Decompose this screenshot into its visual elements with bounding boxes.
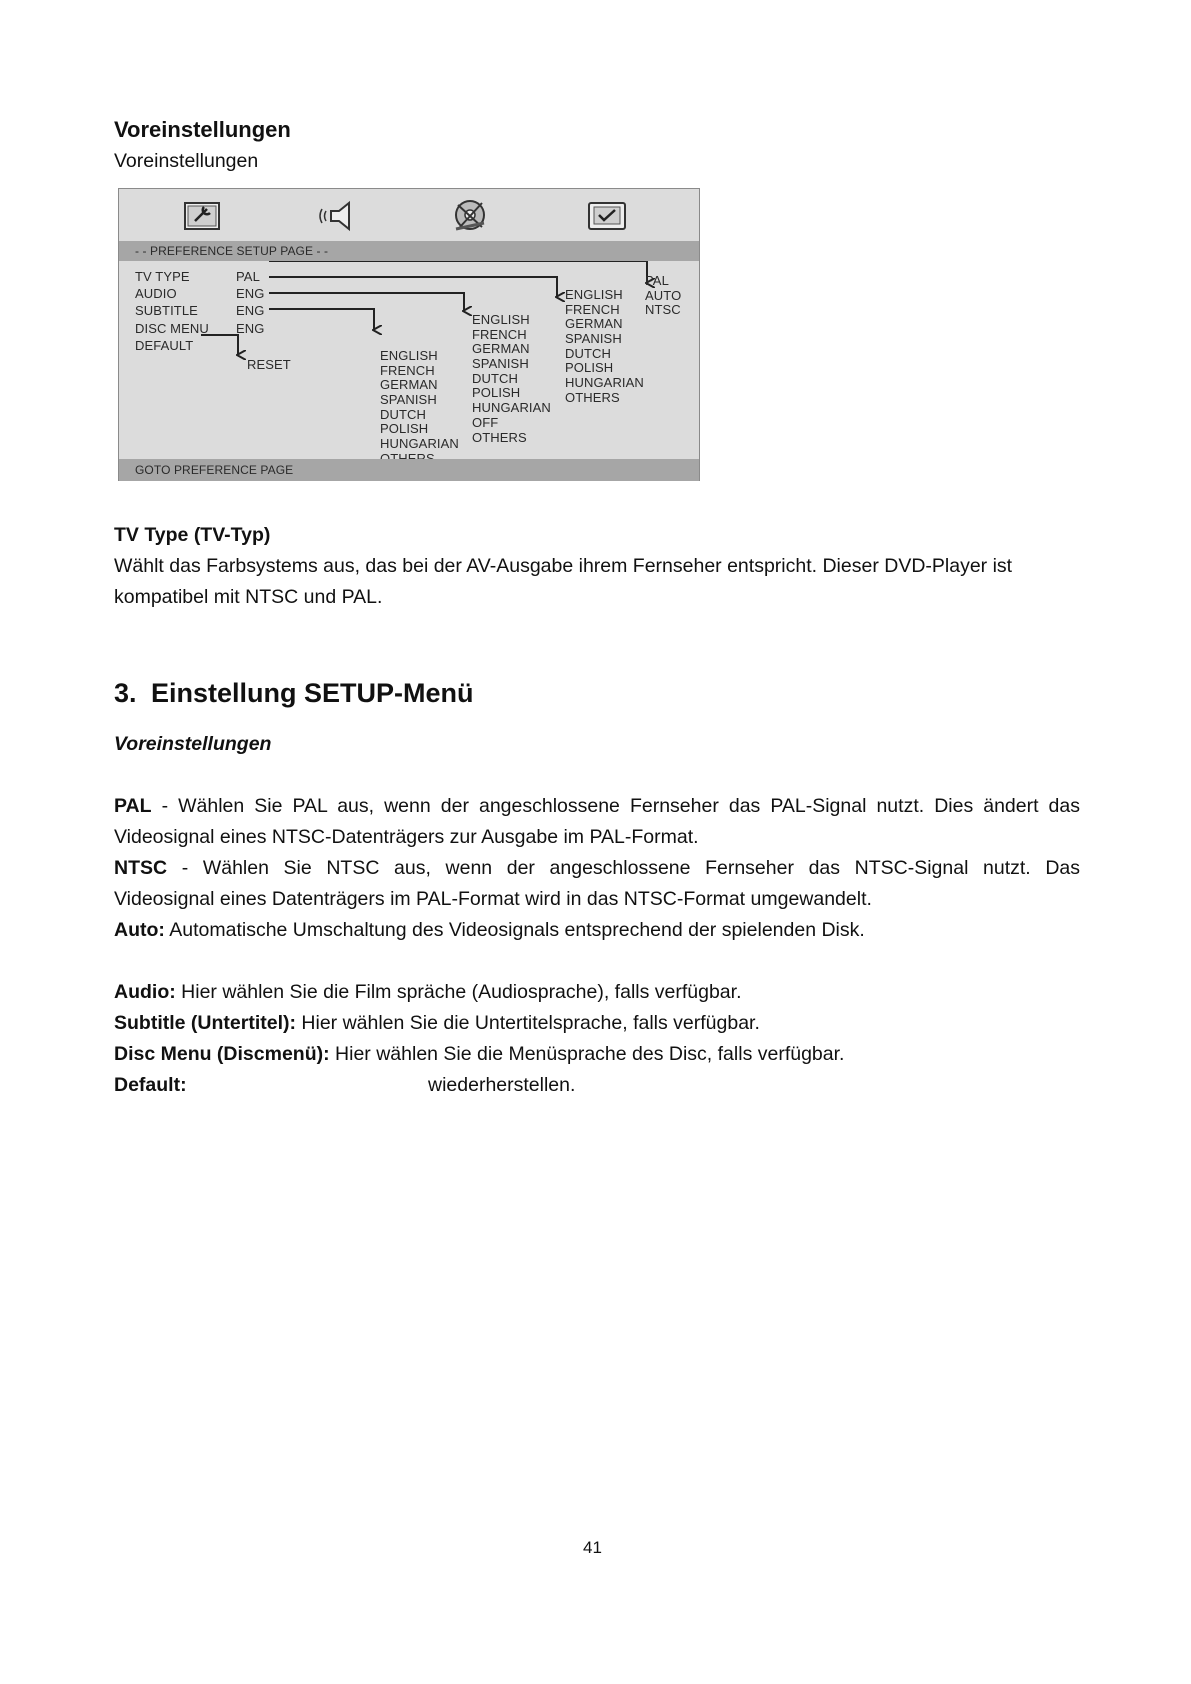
subtitle-option[interactable]: OTHERS bbox=[472, 429, 527, 445]
preference-setup-menu-image bbox=[118, 188, 700, 481]
disc-menu-term: Disc Menu (Discmenü): bbox=[114, 1043, 330, 1065]
audio-text: Hier wählen Sie die Film spräche (Audiosprache), falls verfügbar. bbox=[175, 981, 742, 1003]
tv-type-line-2: kompatibel mit NTSC und PAL. bbox=[114, 586, 383, 608]
disc-icon bbox=[456, 201, 484, 229]
menu-labels bbox=[135, 269, 209, 352]
disc-menu-text: Hier wählen Sie die Menüsprache des Disc, falls verfügbar. bbox=[329, 1043, 845, 1065]
pal-term: PAL bbox=[114, 795, 152, 817]
audio-term: Audio: bbox=[114, 981, 176, 1003]
ntsc-text: - Wählen Sie NTSC aus, wenn der angeschlossene Fernseher das NTSC-Signal nutzt. Das bbox=[181, 857, 1081, 879]
audio-option[interactable]: POLISH bbox=[380, 421, 429, 437]
disc-menu-option[interactable]: GERMAN bbox=[565, 316, 623, 332]
tv-type-option[interactable]: NTSC bbox=[645, 302, 681, 318]
page-label: - - PREFERENCE SETUP PAGE - - bbox=[135, 244, 329, 258]
menu-item-audio[interactable]: AUDIO bbox=[135, 286, 177, 302]
menu-values bbox=[236, 269, 264, 335]
audio-option[interactable]: DUTCH bbox=[380, 406, 426, 422]
subtitle-term: Subtitle (Untertitel): bbox=[114, 1012, 296, 1034]
audio-option[interactable]: HUNGARIAN bbox=[380, 436, 459, 452]
disc-menu-option[interactable]: HUNGARIAN bbox=[565, 375, 644, 391]
pal-description-line-1 bbox=[114, 791, 1080, 822]
menu-item-tv-type[interactable]: TV TYPE bbox=[135, 269, 190, 284]
section-subtitle: Voreinstellungen bbox=[114, 733, 272, 755]
subtitle-option[interactable]: GERMAN bbox=[472, 341, 530, 357]
subtitle-option[interactable]: OFF bbox=[472, 414, 499, 430]
disc-menu-option[interactable]: SPANISH bbox=[565, 331, 622, 347]
wrench-icon bbox=[185, 203, 219, 229]
subtitle-option[interactable]: SPANISH bbox=[472, 356, 529, 372]
subtitle-options bbox=[472, 312, 551, 444]
menu-item-subtitle[interactable]: SUBTITLE bbox=[135, 303, 198, 319]
ntsc-description-line-2: Videosignal eines Datenträgers im PAL-Format wird in das NTSC-Format umgewandelt. bbox=[114, 888, 872, 910]
subtitle-option[interactable]: FRENCH bbox=[472, 326, 527, 342]
audio-option[interactable]: SPANISH bbox=[380, 392, 437, 408]
tv-type-option[interactable]: PAL bbox=[645, 273, 669, 288]
disc-menu-options bbox=[565, 287, 644, 405]
subtitle-description bbox=[114, 1008, 760, 1039]
page-heading: Voreinstellungen bbox=[114, 117, 291, 142]
disc-menu-description bbox=[114, 1039, 844, 1070]
menu-item-disc-menu[interactable]: DISC MENU bbox=[135, 320, 209, 336]
value-audio: ENG bbox=[236, 286, 265, 302]
auto-text: Automatische Umschaltung des Videosignals entsprechend der spielenden Disk. bbox=[164, 919, 865, 941]
audio-option[interactable]: FRENCH bbox=[380, 362, 435, 378]
disc-menu-option[interactable]: ENGLISH bbox=[565, 287, 623, 302]
audio-option[interactable]: ENGLISH bbox=[380, 348, 438, 363]
value-subtitle: ENG bbox=[236, 303, 265, 319]
value-tv-type: PAL bbox=[236, 269, 260, 284]
subtitle-option[interactable]: DUTCH bbox=[472, 370, 518, 386]
audio-option[interactable]: GERMAN bbox=[380, 377, 438, 393]
value-disc-menu: ENG bbox=[236, 320, 265, 336]
subtitle-option[interactable]: POLISH bbox=[472, 385, 521, 401]
reset-option[interactable]: RESET bbox=[247, 357, 291, 372]
footer-label: GOTO PREFERENCE PAGE bbox=[135, 463, 294, 477]
disc-menu-option[interactable]: OTHERS bbox=[565, 389, 620, 405]
ntsc-term: NTSC bbox=[114, 857, 168, 879]
default-text: wiederherstellen. bbox=[428, 1074, 576, 1096]
section-title: Einstellung SETUP-Menü bbox=[151, 678, 474, 708]
ntsc-description-line-1 bbox=[114, 853, 1080, 884]
disc-menu-option[interactable]: DUTCH bbox=[565, 345, 611, 361]
section-number: 3. bbox=[114, 678, 137, 708]
subtitle-text: Hier wählen Sie die Untertitelsprache, falls verfügbar. bbox=[295, 1012, 760, 1034]
speaker-icon bbox=[320, 203, 349, 229]
auto-description bbox=[114, 915, 865, 946]
disc-menu-option[interactable]: POLISH bbox=[565, 360, 614, 376]
page-subheading: Voreinstellungen bbox=[114, 150, 259, 172]
page-number: 41 bbox=[583, 1538, 602, 1557]
default-term: Default: bbox=[114, 1074, 187, 1096]
display-icon bbox=[589, 203, 625, 229]
subtitle-option[interactable]: ENGLISH bbox=[472, 312, 530, 327]
audio-description bbox=[114, 977, 742, 1008]
tv-type-line-1: Wählt das Farbsystems aus, das bei der AV-Ausgabe ihrem Fernseher entspricht. Dieser DVD-Player ist bbox=[114, 555, 1013, 577]
pal-text: - Wählen Sie PAL aus, wenn der angeschlossene Fernseher das PAL-Signal nutzt. Dies ändert das bbox=[151, 795, 1080, 817]
tv-type-options bbox=[645, 273, 681, 317]
auto-term: Auto: bbox=[114, 919, 165, 941]
pal-description-line-2: Videosignal eines NTSC-Datenträgers zur Ausgabe im PAL-Format. bbox=[114, 826, 699, 848]
subtitle-option[interactable]: HUNGARIAN bbox=[472, 400, 551, 416]
tv-type-title: TV Type (TV-Typ) bbox=[114, 524, 271, 546]
disc-menu-option[interactable]: FRENCH bbox=[565, 301, 620, 317]
menu-item-default[interactable]: DEFAULT bbox=[135, 337, 194, 353]
audio-options bbox=[380, 348, 459, 466]
tv-type-option[interactable]: AUTO bbox=[645, 287, 682, 303]
